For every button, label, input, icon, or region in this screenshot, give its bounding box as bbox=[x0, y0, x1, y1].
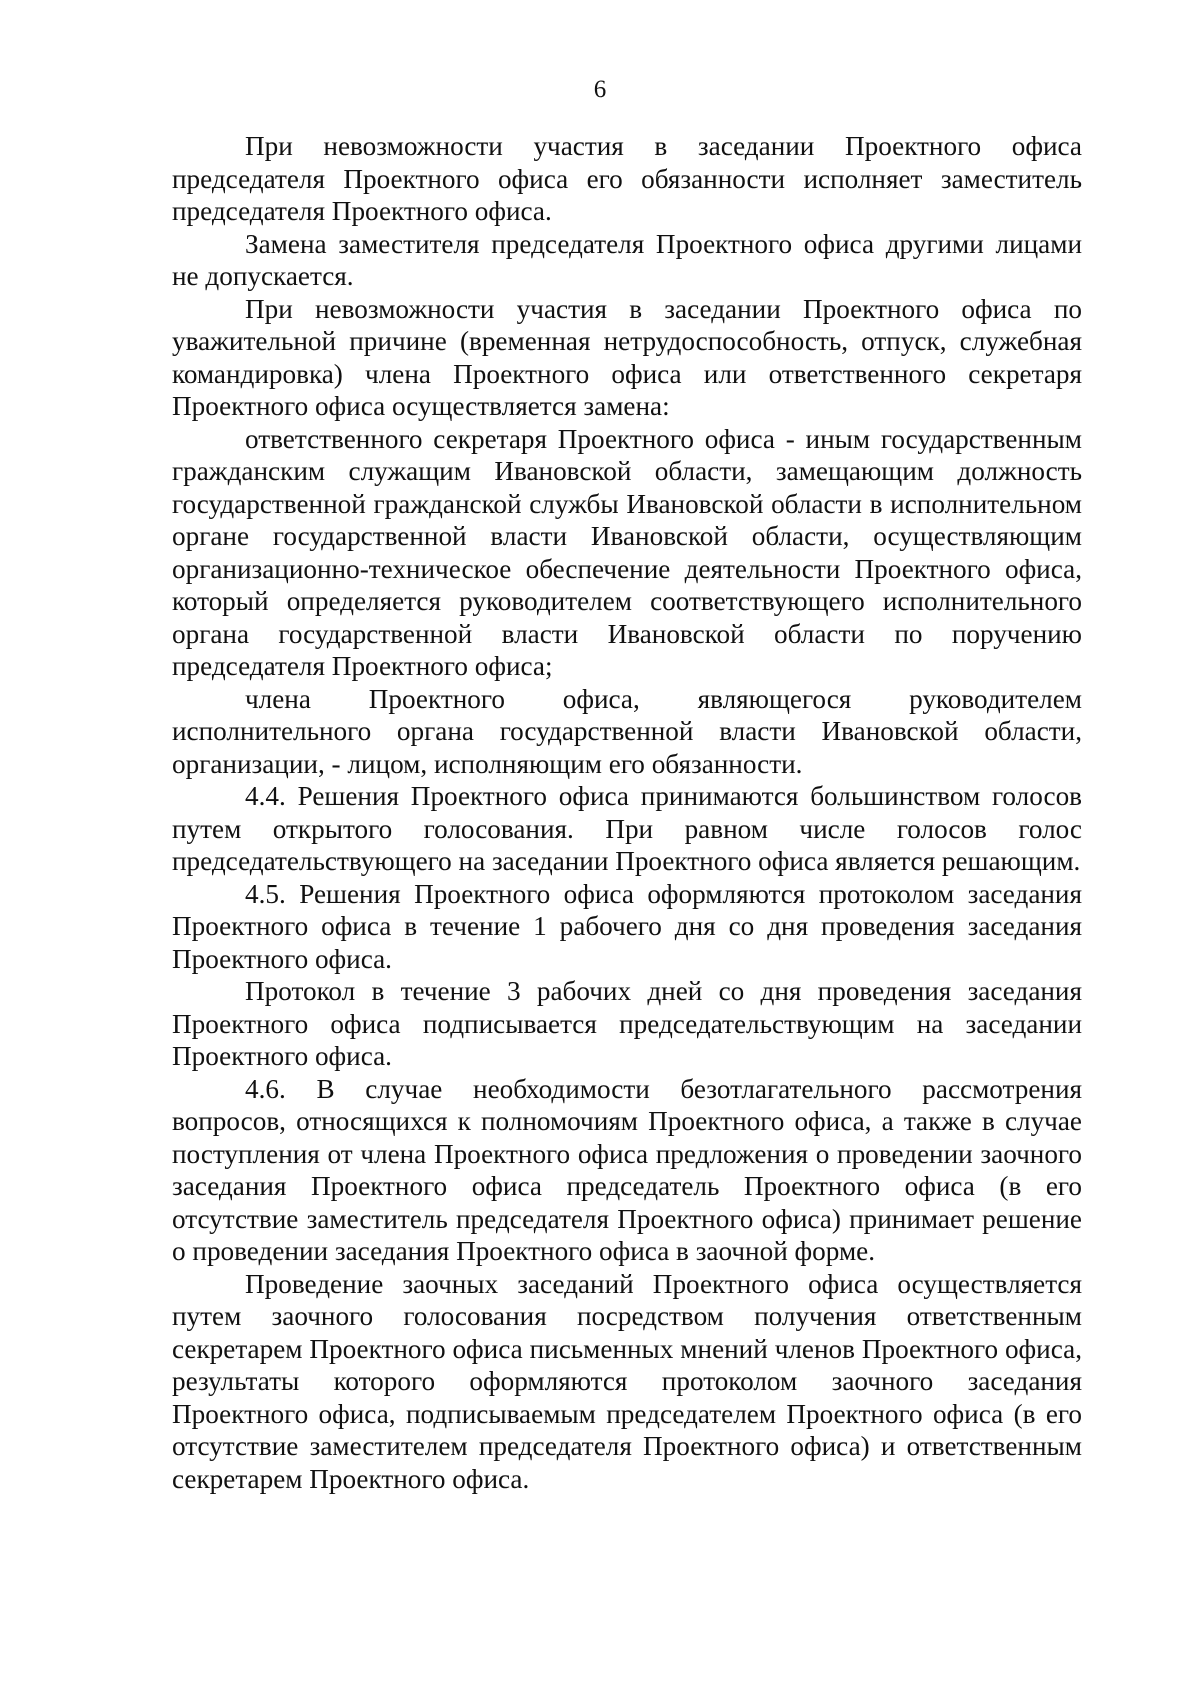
paragraph-4-5-protocol: 4.5. Решения Проектного офиса оформляются протоколом заседания Проектного офиса в течение 1 рабочего дня со дня проведения заседания Проектного офиса. bbox=[172, 878, 1082, 974]
paragraph-4-6-absentee-meeting: 4.6. В случае необходимости безотлагательного рассмотрения вопросов, относящихся к полномочиям Проектного офиса, а также в случае поступления от члена Проектного офиса предложения о проведении заочного заседания Проектного офиса председатель Проектного офиса (в его отсутствие заместитель председателя Проектного офиса) принимает решение о проведении заседания Проектного офиса в заочной форме. bbox=[172, 1073, 1082, 1266]
paragraph-member-absence: При невозможности участия в заседании Проектного офиса по уважительной причине (временная нетрудоспособность, отпуск, служебная командировка) члена Проектного офиса или ответственного секретаря Проектного офиса осуществляется замена: bbox=[172, 293, 1082, 421]
paragraph-absentee-procedure: Проведение заочных заседаний Проектного офиса осуществляется путем заочного голосования посредством получения ответственным секретарем Проектного офиса письменных мнений членов Проектного офиса, результаты которого оформляются протоколом заочного заседания Проектного офиса, подписываемым председателем Проектного офиса (в его отсутствие заместителем председателя Проектного офиса) и ответственным секретарем Проектного офиса. bbox=[172, 1268, 1082, 1494]
paragraph-protocol-signing: Протокол в течение 3 рабочих дней со дня проведения заседания Проектного офиса подписывается председательствующим на заседании Проектного офиса. bbox=[172, 976, 1082, 1071]
paragraph-deputy-replacement: Замена заместителя председателя Проектного офиса другими лицами не допускается. bbox=[172, 228, 1082, 291]
page-number: 6 bbox=[593, 76, 607, 103]
document-body bbox=[172, 130, 1082, 1495]
paragraph-chairman-absence: При невозможности участия в заседании Проектного офиса председателя Проектного офиса его обязанности исполняет заместитель председателя Проектного офиса. bbox=[172, 131, 1082, 226]
paragraph-secretary-replacement: ответственного секретаря Проектного офиса - иным государственным гражданским служащим Ивановской области, замещающим должность государственной гражданской службы Ивановской области в исполнительном органе государственной власти Ивановской области, осуществляющим организационно-техническое обеспечение деятельности Проектного офиса, который определяется руководителем соответствующего исполнительного органа государственной власти Ивановской области по поручению председателя Проектного офиса; bbox=[172, 423, 1082, 681]
paragraph-4-4-decisions: 4.4. Решения Проектного офиса принимаются большинством голосов путем открытого голосования. При равном числе голосов голос председательствующего на заседании Проектного офиса является решающим. bbox=[172, 781, 1082, 876]
paragraph-member-replacement: члена Проектного офиса, являющегося руководителем исполнительного органа государственной власти Ивановской области, организации, - лицом, исполняющим его обязанности. bbox=[172, 683, 1082, 779]
